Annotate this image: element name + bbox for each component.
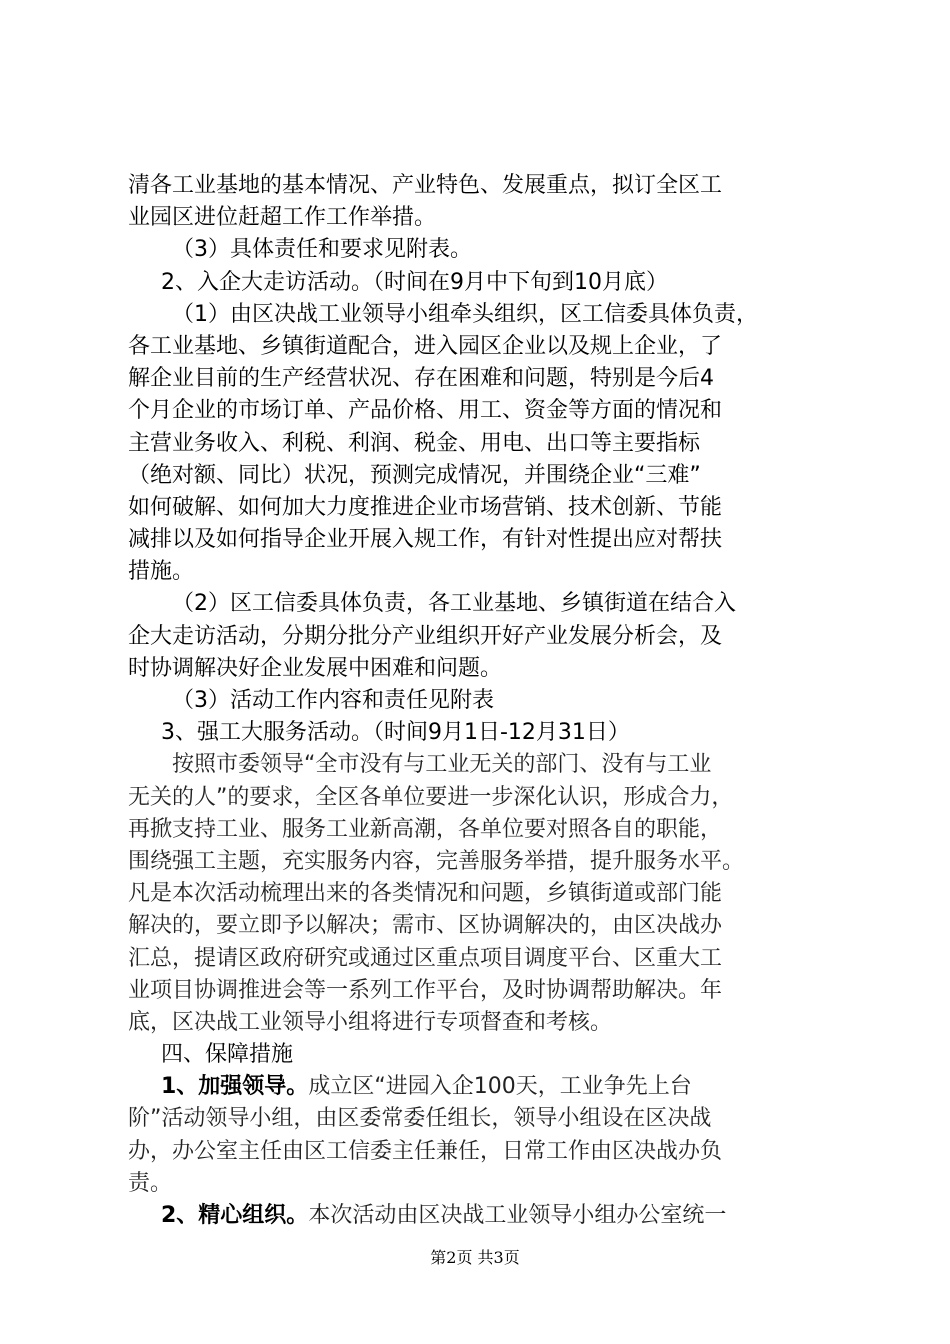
text-line: 企大走访活动，分期分批分产业组织开好产业发展分析会，及 xyxy=(128,623,723,649)
text-line: （1）由区决战工业领导小组牵头组织，区工信委具体负责， xyxy=(172,301,758,327)
text-line: 办，办公室主任由区工信委主任兼任，日常工作由区决战办负 xyxy=(128,1138,723,1164)
text-line: 业项目协调推进会等一系列工作平台，及时协调帮助解决。年 xyxy=(128,977,723,1003)
text-line: （3）具体责任和要求见附表。 xyxy=(172,237,472,263)
section-heading: 2、入企大走访活动。（时间在9月中下旬到10月底） xyxy=(161,269,668,295)
text-line: 围绕强工主题，充实服务内容，完善服务举措，提升服务水平。 xyxy=(128,848,745,874)
text-line: （绝对额、同比）状况，预测完成情况，并围绕企业“三难” xyxy=(128,462,701,488)
text-line: 凡是本次活动梳理出来的各类情况和问题，乡镇街道或部门能 xyxy=(128,881,723,907)
document-body xyxy=(128,170,840,1232)
paragraph-lead: 1、加强领导。 xyxy=(161,1074,309,1100)
paragraph-text: 成立区“进园入企100天，工业争先上台 xyxy=(308,1074,692,1100)
text-line: 时协调解决好企业发展中困难和问题。 xyxy=(128,655,503,681)
text-line: 各工业基地、乡镇街道配合，进入园区企业以及规上企业，了 xyxy=(128,333,723,359)
text-line: 清各工业基地的基本情况、产业特色、发展重点，拟订全区工 xyxy=(128,173,723,198)
text-line: （2）区工信委具体负责，各工业基地、乡镇街道在结合入 xyxy=(172,591,736,617)
text-line: 阶”活动领导小组，由区委常委任组长，领导小组设在区决战 xyxy=(128,1106,712,1132)
text-line: 无关的人”的要求，全区各单位要进一步深化认识，形成合力， xyxy=(128,784,734,810)
paragraph-text: 本次活动由区决战工业领导小组办公室统一 xyxy=(308,1203,727,1228)
text-line: 底，区决战工业领导小组将进行专项督查和考核。 xyxy=(128,1009,613,1035)
section-heading: 3、强工大服务活动。（时间9月1日-12月31日） xyxy=(161,720,630,746)
text-line: 责。 xyxy=(128,1170,173,1196)
section-heading: 四、保障措施 xyxy=(161,1042,294,1068)
text-line: （3）活动工作内容和责任见附表 xyxy=(172,688,494,713)
text-line: 解企业目前的生产经营状况、存在困难和问题，特别是今后4 xyxy=(128,366,714,392)
text-line: 主营业务收入、利税、利润、税金、用电、出口等主要指标 xyxy=(128,430,701,456)
text-line: 按照市委领导“全市没有与工业无关的部门、没有与工业 xyxy=(172,752,712,778)
text-line: 减排以及如何指导企业开展入规工作，有针对性提出应对帮扶 xyxy=(128,527,723,553)
text-line: 措施。 xyxy=(128,559,195,585)
text-line xyxy=(128,1200,840,1232)
text-line: 如何破解、如何加大力度推进企业市场营销、技术创新、节能 xyxy=(128,494,723,520)
text-line: 再掀支持工业、服务工业新高潮，各单位要对照各自的职能， xyxy=(128,816,723,842)
paragraph-lead: 2、精心组织。 xyxy=(161,1203,309,1228)
text-line xyxy=(128,1071,840,1103)
text-line: 个月企业的市场订单、产品价格、用工、资金等方面的情况和 xyxy=(128,398,723,424)
text-line: 业园区进位赶超工作工作举措。 xyxy=(128,205,437,231)
text-line: 解决的，要立即予以解决；需市、区协调解决的，由区决战办 xyxy=(128,913,723,939)
page-number-footer: 第2页 共3页 xyxy=(430,1248,520,1267)
text-line: 汇总，提请区政府研究或通过区重点项目调度平台、区重大工 xyxy=(128,945,723,971)
